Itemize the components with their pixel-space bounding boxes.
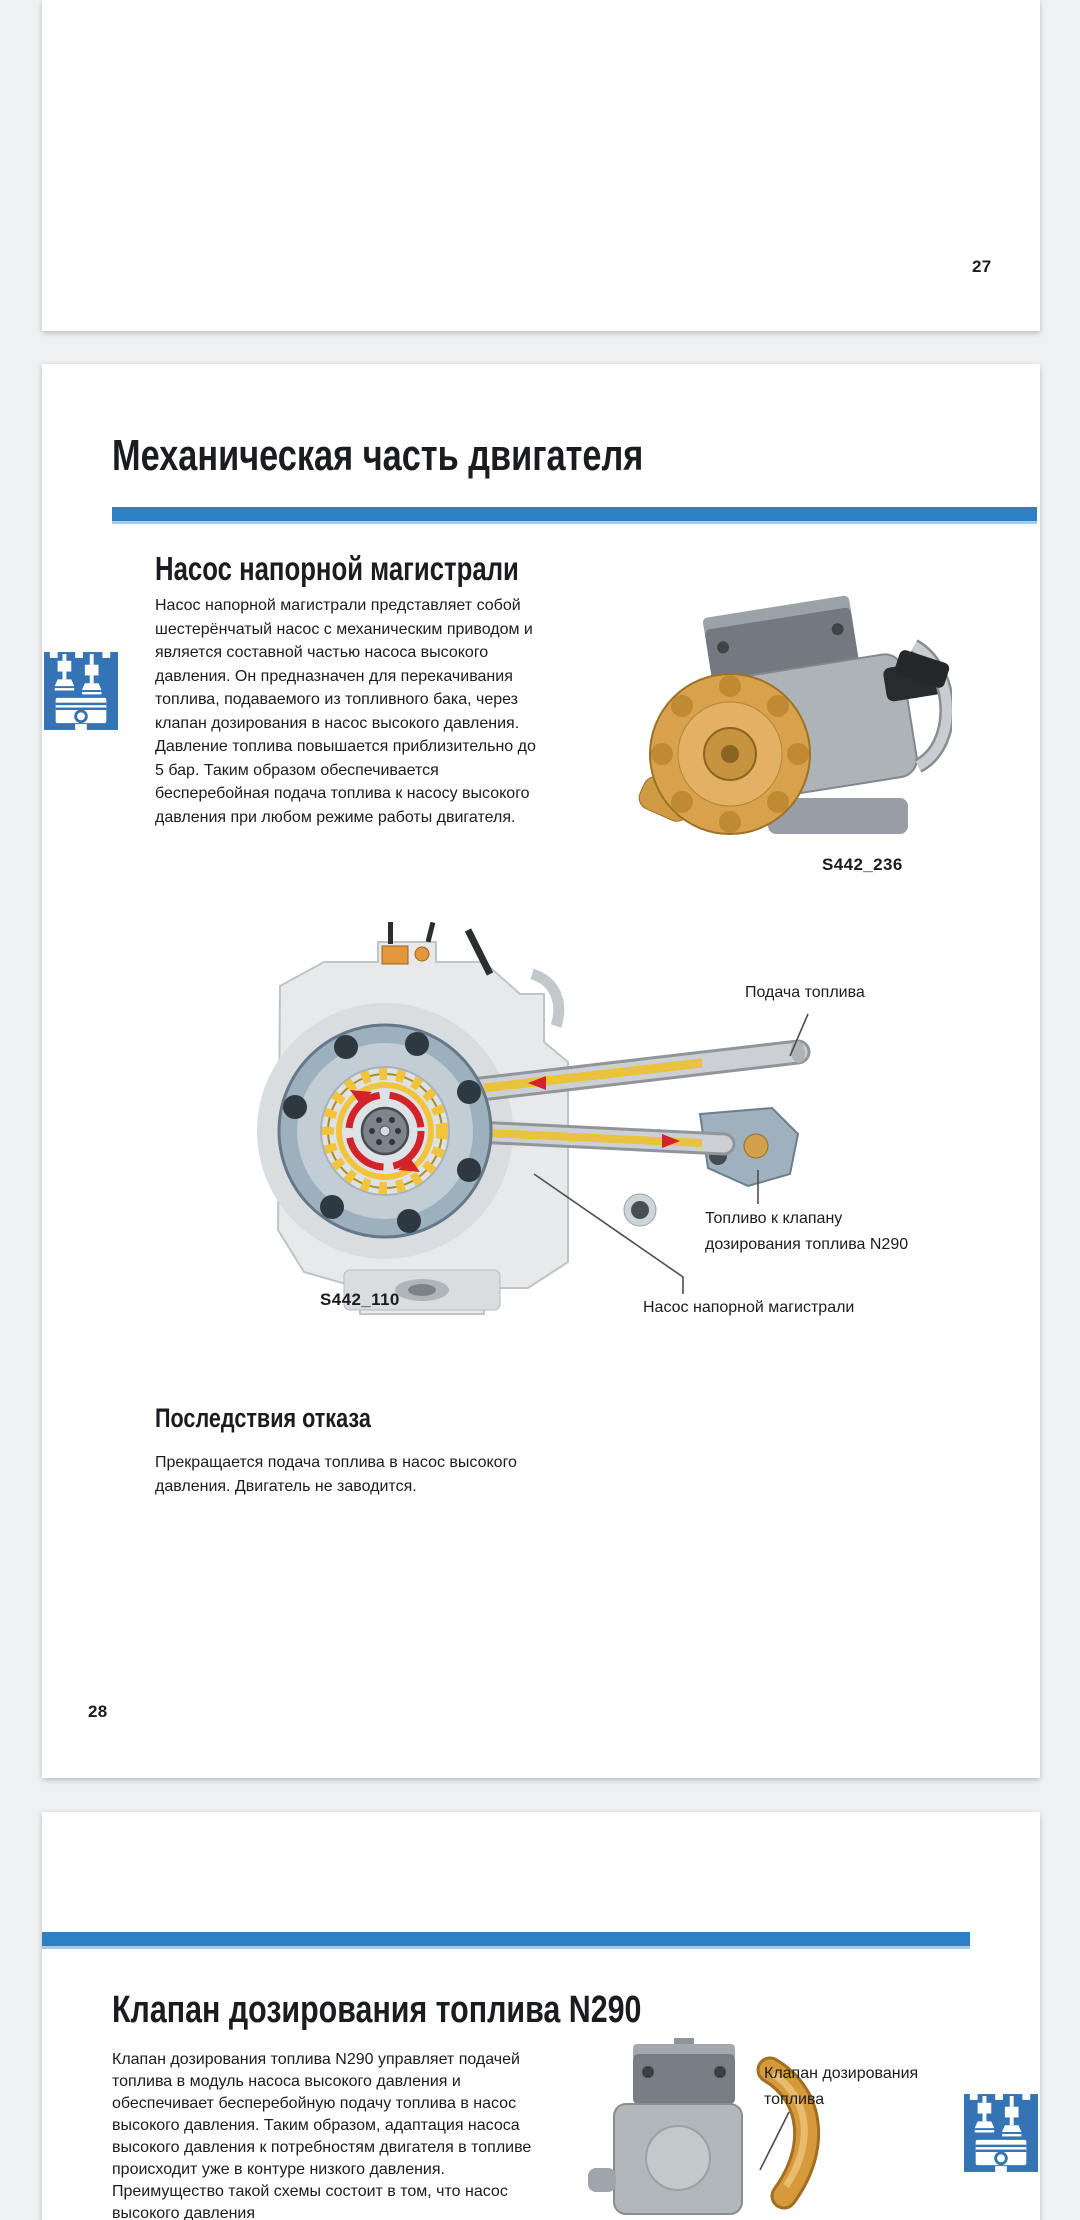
chapter-title: Механическая часть двигателя [112,431,644,480]
gear-pump [279,1025,491,1237]
failure-title: Последствия отказа [155,1403,371,1433]
figure-code: S442_236 [822,855,903,874]
figure-pump-cutaway [232,922,812,1342]
label-metering-valve [764,2061,918,2113]
metering-valve-section-title: Клапан дозирования топлива N290 [112,1989,642,2031]
engine-mechanics-icon [964,2094,1038,2172]
label-line: Топливо к клапану [705,1210,843,1227]
failure-text: Прекращается подача топлива в насос высокого давления. Двигатель не заводится. [155,1454,517,1495]
page-number: 28 [88,1702,108,1721]
callout-line [760,2112,789,2170]
section-accent-bar [42,1932,970,1949]
section-title: Насос напорной магистрали [155,550,519,587]
page-28 [42,364,1040,1778]
label-fuel-supply: Подача топлива [745,984,865,1001]
page-27 [42,0,1040,331]
page-number: 27 [972,257,992,276]
intro-paragraph: Насос напорной магистрали представляет собой шестерёнчатый насос с механическим приводом и является составной частью насоса высокого давления. Он предназначен для перекачивания топлива, подаваемого из топливного бака, через клапан дозирования в насос высокого давления. Давление топлива повышается приблизительно до 5 бар. Таким образом обеспечивается бесперебойная подача топлива к насосу высокого давления при любом режиме работы двигателя. [155,597,536,826]
label-pressure-pump: Насос напорной магистрали [643,1299,855,1316]
figure-code: S442_110 [320,1290,400,1309]
page-29 [42,1812,1040,2220]
engine-mechanics-icon [44,652,118,730]
label-line: топлива [764,2091,825,2108]
label-to-metering-valve [705,1206,908,1258]
label-line: Клапан дозирования [764,2065,919,2082]
metering-valve-paragraph: Клапан дозирования топлива N290 управляет подачей топлива в модуль насоса высокого давления и обеспечивает бесперебойную подачу топлива в насос высокого давления. Таким образом, адаптация насоса высокого давления к потребностям двигателя в топливе происходит уже в контуре низкого давления. Преимущество такой схемы состоит в том, что насос высокого давления [112,2051,532,2220]
figure-pressure-pump-photo [618,592,952,854]
label-line: дозирования топлива N290 [705,1236,909,1253]
chapter-accent-bar [112,507,1037,524]
